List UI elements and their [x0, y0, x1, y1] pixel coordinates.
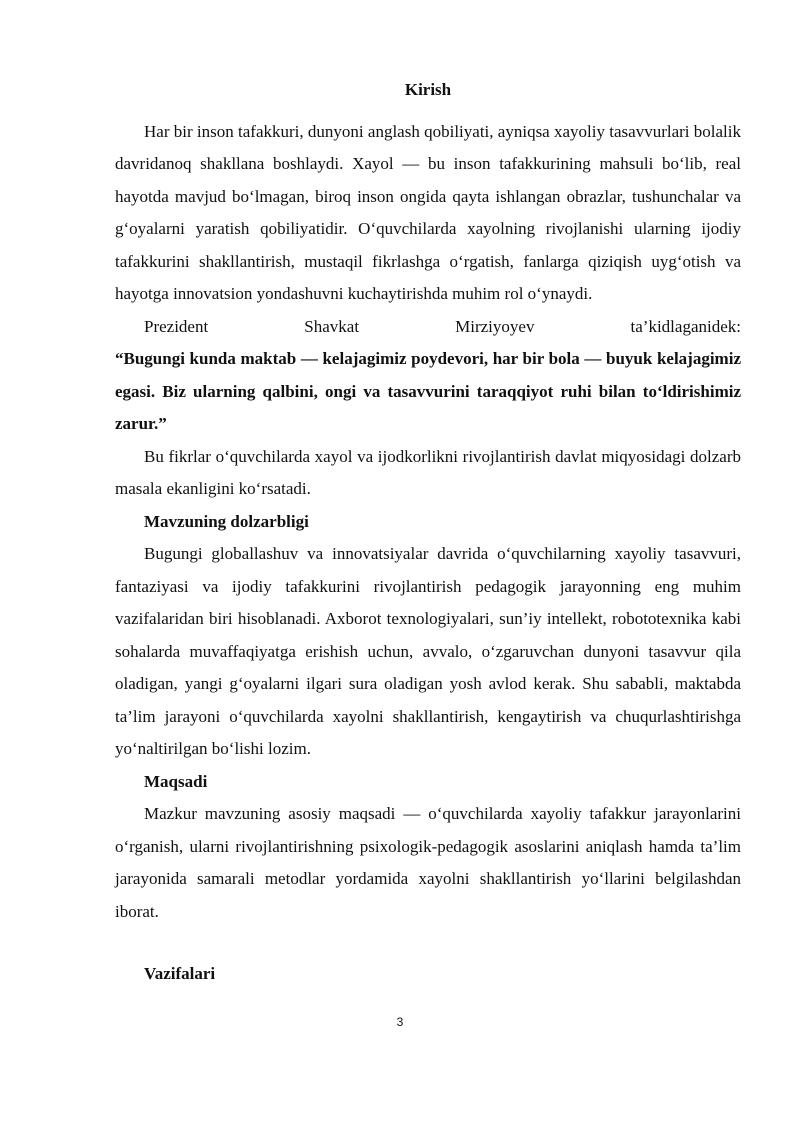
- goal-heading: Maqsadi: [144, 771, 208, 791]
- document-page: [115, 74, 741, 991]
- president-quote: “Bugungi kunda maktab — kelajagimiz poydevori, har bir bola — buyuk kelajagimiz egasi. Biz ularning qalbini, ongi va tasavvurini taraqqiyot ruhi bilan to‘ldirishimiz zarur.”: [115, 349, 741, 433]
- section-spacer: [115, 928, 741, 958]
- tasks-heading: Vazifalari: [144, 964, 216, 983]
- page-number: 3: [396, 1015, 404, 1029]
- quote-followup-paragraph: Bu fikrlar o‘quvchilarda xayol va ijodkorlikni rivojlantirish davlat miqyosidagi dolzarb masala ekanligini ko‘rsatadi.: [115, 446, 741, 498]
- goal-paragraph: Mazkur mavzuning asosiy maqsadi — o‘quvchilarda xayoliy tafakkur jarayonlarini o‘rganish, ularni rivojlantirishning psixologik-pedagogik asoslarini aniqlash hamda ta’lim jarayonida samarali metodlar yordamida xayolni shakllantirish yo‘llarini belgilashdan iborat.: [115, 804, 741, 921]
- page-title: Kirish: [404, 80, 452, 99]
- president-intro-paragraph: Prezident Shavkat Mirziyoyev ta’kidlaganidek:: [144, 316, 741, 336]
- intro-paragraph: Har bir inson tafakkuri, dunyoni anglash qobiliyati, ayniqsa xayoliy tasavvurlari bolalik davridanoq shakllana boshlaydi. Xayol — bu inson tafakkurining mahsuli bo‘lib, real hayotda mavjud bo‘lmagan, biroq inson ongida qayta ishlangan obrazlar, tushunchalar va g‘oyalarni yaratish qobiliyatidir. O‘quvchilarda xayolning rivojlanishi ularning ijodiy tafakkurini shakllantirish, mustaqil fikrlashga o‘rgatish, fanlarga qiziqish uyg‘otish va hayotga innovatsion yondashuvni kuchaytirishda muhim rol o‘ynaydi.: [115, 121, 741, 303]
- relevance-heading: Mavzuning dolzarbligi: [144, 511, 309, 531]
- relevance-paragraph: Bugungi globallashuv va innovatsiyalar davrida o‘quvchilarning xayoliy tasavvuri, fantaziyasi va ijodiy tafakkurini rivojlantirish pedagogik jarayonning eng muhim vazifalaridan biri hisoblanadi. Axborot texnologiyalari, sun’iy intellekt, robototexnika kabi sohalarda muvaffaqiyatga erishish uchun, avvalo, o‘zgaruvchan dunyoni tasavvur qila oladigan, yangi g‘oyalarni ilgari sura oladigan yosh avlod kerak. Shu sababli, maktabda ta’lim jarayoni o‘quvchilarda xayolni shakllantirish, kengaytirish va chuqurlashtirishga yo‘naltirilgan bo‘lishi lozim.: [115, 544, 741, 758]
